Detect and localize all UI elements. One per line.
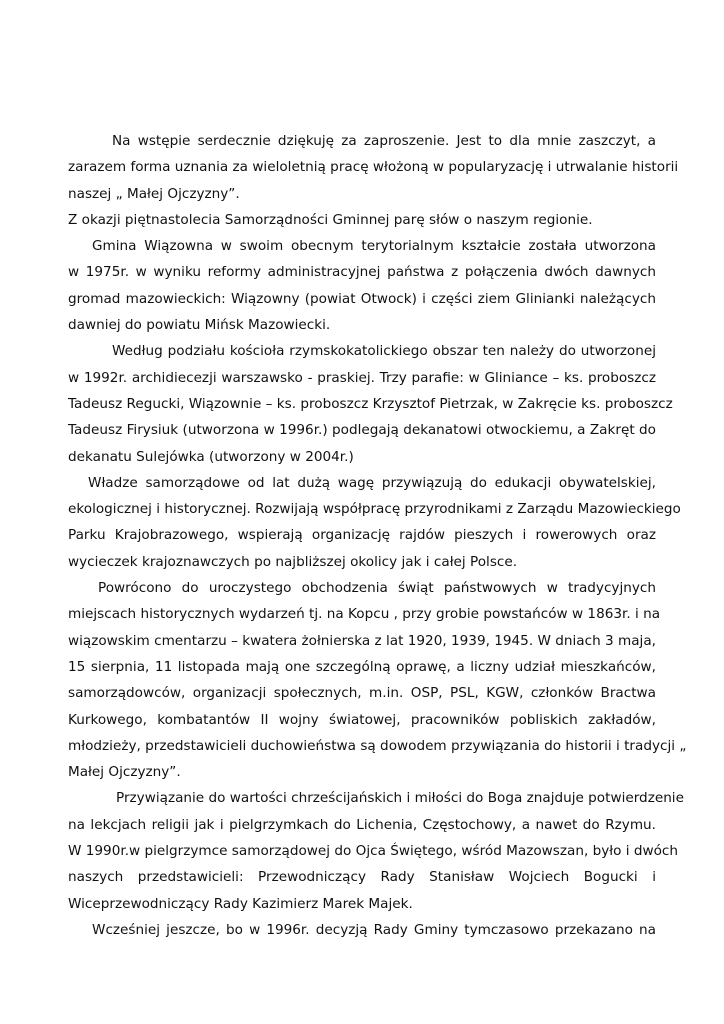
text-line: Władze samorządowe od lat dużą wagę przywiązują do edukacji obywatelskiej, xyxy=(88,474,656,491)
text-line: w 1975r. w wyniku reformy administracyjnej państwa z połączenia dwóch dawnych xyxy=(68,264,656,281)
text-line: Z okazji piętnastolecia Samorządności Gminnej parę słów o naszym regionie. xyxy=(68,211,593,228)
text-line: na lekcjach religii jak i pielgrzymkach do Lichenia, Częstochowy, a nawet do Rzymu. xyxy=(68,816,656,833)
text-line: Wiceprzewodniczący Rady Kazimierz Marek Majek. xyxy=(68,895,413,912)
text-line: Na wstępie serdecznie dziękuję za zaproszenie. Jest to dla mnie zaszczyt, a xyxy=(112,133,656,149)
text-line: Według podziału kościoła rzymskokatolickiego obszar ten należy do utworzonej xyxy=(112,343,656,360)
text-line: Parku Krajobrazowego, wspierają organizację rajdów pieszych i rowerowych oraz xyxy=(68,527,656,544)
text-line: Tadeusz Firysiuk (utworzona w 1996r.) podlegają dekanatowi otwockiemu, a Zakręt do xyxy=(68,422,656,439)
text-line: młodzieży, przedstawicieli duchowieństwa są dowodem przywiązania do historii i tradycji „ xyxy=(68,737,687,754)
text-line: wycieczek krajoznawczych po najbliższej okolicy jak i całej Polsce. xyxy=(68,553,518,570)
text-line: naszych przedstawicieli: Przewodniczący Rady Stanisław Wojciech Bogucki i xyxy=(68,869,656,886)
text-line: naszej „ Małej Ojczyzny”. xyxy=(68,185,240,202)
text-line: miejscach historycznych wydarzeń tj. na Kopcu , przy grobie powstańców w 1863r. i na xyxy=(68,606,661,623)
text-line: Przywiązanie do wartości chrześcijańskich i miłości do Boga znajduje potwierdzenie xyxy=(116,790,684,807)
text-line: zarazem forma uznania za wieloletnią pracę włożoną w popularyzację i utrwalanie historii xyxy=(68,159,679,176)
text-line: W 1990r.w pielgrzymce samorządowej do Ojca Świętego, wśród Mazowszan, było i dwóch xyxy=(68,843,679,860)
text-line: Kurkowego, kombatantów II wojny światowej, pracowników pobliskich zakładów, xyxy=(68,711,656,728)
text-line: dekanatu Sulejówka (utworzony w 2004r.) xyxy=(68,448,354,465)
body-text xyxy=(68,128,687,943)
text-line: Gmina Wiązowna w swoim obecnym terytorialnym kształcie została utworzona xyxy=(92,238,656,255)
text-line: 15 sierpnia, 11 listopada mają one szczególną oprawę, a liczny udział mieszkańców, xyxy=(68,658,656,675)
text-line: Małej Ojczyzny”. xyxy=(68,764,181,781)
text-line: Powrócono do uroczystego obchodzenia świąt państwowych w tradycyjnych xyxy=(98,580,656,597)
text-line: Tadeusz Regucki, Wiązownie – ks. proboszcz Krzysztof Pietrzak, w Zakręcie ks. proboszcz xyxy=(68,395,673,412)
text-line: Wcześniej jeszcze, bo w 1996r. decyzją Rady Gminy tymczasowo przekazano na xyxy=(92,921,656,938)
text-line: dawniej do powiatu Mińsk Mazowiecki. xyxy=(68,317,331,334)
text-line: ekologicznej i historycznej. Rozwijają współpracę przyrodnikami z Zarządu Mazowieckiego xyxy=(68,501,681,518)
text-line: gromad mazowieckich: Wiązowny (powiat Otwock) i części ziem Glinianki należących xyxy=(68,290,656,307)
text-line: wiązowskim cmentarzu – kwatera żołnierska z lat 1920, 1939, 1945. W dniach 3 maja, xyxy=(68,632,656,649)
text-line: w 1992r. archidiecezji warszawsko - praskiej. Trzy parafie: w Gliniance – ks. proboszcz xyxy=(68,369,656,386)
text-line: samorządowców, organizacji społecznych, m.in. OSP, PSL, KGW, członków Bractwa xyxy=(68,685,656,702)
